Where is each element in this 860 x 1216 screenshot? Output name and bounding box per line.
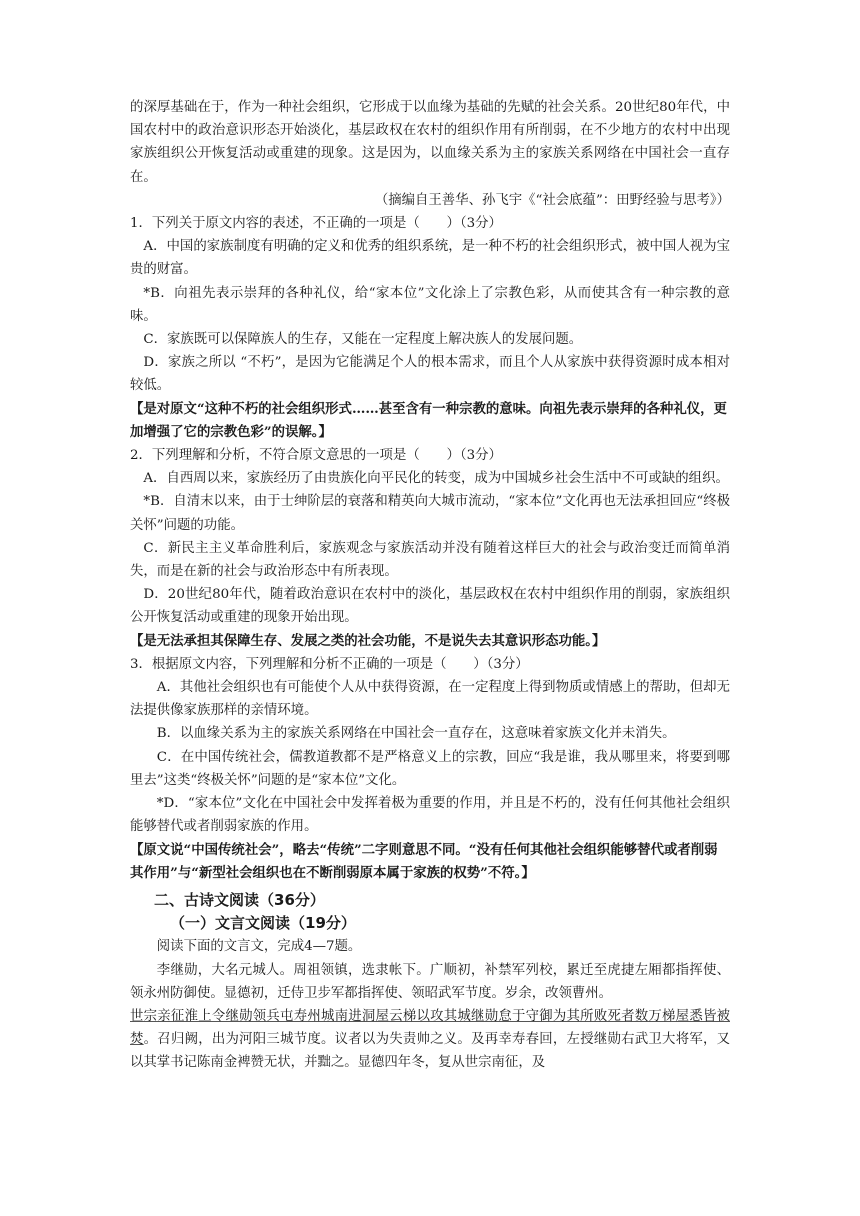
question-1-option-a: A．中国的家族制度有明确的定义和优秀的组织系统，是一种不朽的社会组织形式，被中国人视为宝贵的财富。	[130, 239, 730, 278]
source-citation: （摘编自王善华、孙飞宇《“社会底蕴”：田野经验与思考》）	[374, 192, 730, 208]
question-3-answer: 【原文说“中国传统社会”，略去“传统”二字则意思不同。“没有任何其他社会组织能够替代或者削弱其作用”与“新型社会组织也在不断削弱原本属于家族的权势”不符。】	[130, 841, 718, 881]
question-2-option-c: C．新民主主义革命胜利后，家族观念与家族活动并没有随着这样巨大的社会与政治变迁而简单消失，而是在新的社会与政治形态中有所表现。	[130, 540, 730, 580]
question-2-option-b: *B．自清末以来，由于士绅阶层的衰落和精英向大城市流动，“家本位”文化再也无法承担回应“终极关怀”问题的功能。	[130, 494, 730, 533]
question-1-stem: 1．下列关于原文内容的表述，不正确的一项是（ ）（3分）	[130, 216, 502, 232]
passage-paragraph-1: 李继勋，大名元城人。周祖领镇，选隶帐下。广顺初，补禁军列校，累迁至虎捷左厢都指挥使、领永州防御使。显德初，迁侍卫步军都指挥使、领昭武军节度。岁余，改领曹州。	[130, 962, 730, 1001]
question-3-option-b: B．以血缘关系为主的家族关系网络在中国社会一直存在，这意味着家族文化并未消失。	[156, 726, 676, 742]
document-content	[130, 96, 730, 1075]
question-2-stem: 2．下列理解和分析，不符合原文意思的一项是（ ）（3分）	[130, 448, 502, 464]
question-1-answer: 【是对原文“这种不朽的社会组织形式……甚至含有一种宗教的意味。向祖先表示崇拜的各种礼仪，更加增强了它的宗教色彩”的误解。】	[130, 400, 727, 440]
question-2-option-d: D．20世纪80年代，随着政治意识在农村中的淡化，基层政权在农村中组织作用的削弱，家族组织公开恢复活动或重建的现象开始出现。	[130, 587, 730, 626]
question-3-option-d: *D．“家本位”文化在中国社会中发挥着极为重要的作用，并且是不朽的，没有任何其他社会组织能够替代或者削弱家族的作用。	[130, 796, 730, 835]
passage-underlined-sentence: 世宗亲征淮上令继勋领兵屯寿州城南进洞屋云梯以攻其城继勋怠于守御为其所败死者数万梯屋悉皆被焚	[130, 1008, 730, 1048]
passage-paragraph-2	[130, 1005, 730, 1075]
question-2-answer: 【是无法承担其保障生存、发展之类的社会功能，不是说失去其意识形态功能。】	[130, 632, 606, 649]
question-3-stem: 3．根据原文内容，下列理解和分析不正确的一项是（ ）（3分）	[130, 656, 529, 672]
question-1-option-c: C．家族既可以保障族人的生存，又能在一定程度上解决族人的发展问题。	[143, 332, 583, 348]
section-heading: 二、古诗文阅读（36分）	[154, 890, 325, 909]
question-2-option-a: A．自西周以来，家族经历了由贵族化向平民化的转变，成为中国城乡社会生活中不可或缺的组织。	[143, 471, 729, 487]
question-1-option-d: D．家族之所以 “不朽”，是因为它能满足个人的根本需求，而且个人从家族中获得资源时成本相对较低。	[130, 355, 730, 394]
question-3-option-c: C．在中国传统社会，儒教道教都不是严格意义上的宗教，回应“我是谁，我从哪里来，将要到哪里去”这类“终极关怀”问题的是“家本位”文化。	[130, 749, 730, 788]
subsection-heading: （一）文言文阅读（19分）	[170, 914, 356, 933]
reading-instruction: 阅读下面的文言文，完成4—7题。	[156, 939, 362, 955]
question-3-option-a: A．其他社会组织也有可能使个人从中获得资源，在一定程度上得到物质或情感上的帮助，但却无法提供像家族那样的亲情环境。	[130, 680, 730, 719]
intro-paragraph: 的深厚基础在于，作为一种社会组织，它形成于以血缘为基础的先赋的社会关系。20世纪80年代，中国农村中的政治意识形态开始淡化，基层政权在农村的组织作用有所削弱，在不少地方的农村中出现家族组织公开恢复活动或重建的现象。这是因为，以血缘关系为主的家族关系网络在中国社会一直存在。	[130, 100, 730, 185]
passage-paragraph-2-rest: 。召归阙，出为河阳三城节度。议者以为失责帅之义。及再幸寿春回，左授继勋右武卫大将军，又以其掌书记陈南金裨赞无状，并黜之。显德四年冬，复从世宗南征，及	[130, 1032, 731, 1071]
question-1-option-b: *B．向祖先表示崇拜的各种礼仪，给“家本位”文化涂上了宗教色彩，从而使其含有一种宗教的意味。	[130, 285, 730, 324]
